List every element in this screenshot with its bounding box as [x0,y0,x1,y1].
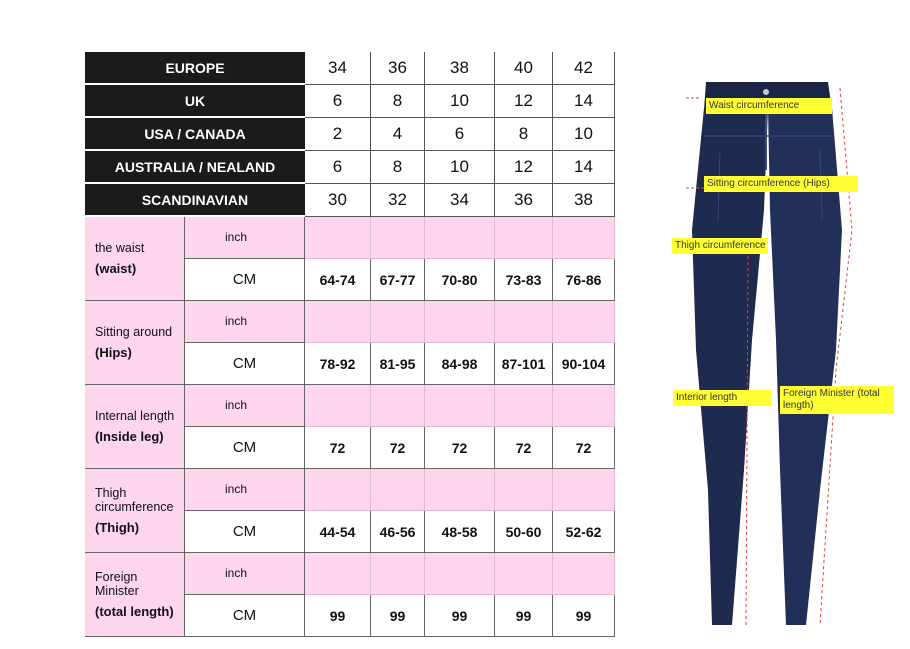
cm-value: 72 [425,427,495,469]
hips-label: Sitting circumference (Hips) [704,176,858,192]
cm-value: 72 [553,427,615,469]
cm-value: 70-80 [425,259,495,301]
cm-value: 90-104 [553,343,615,385]
size-value: 8 [371,85,425,118]
inch-value [305,217,371,259]
cm-unit: CM [185,427,305,469]
inch-value [495,385,553,427]
inch-value [371,469,425,511]
inch-unit: inch [185,217,305,259]
measurement-key: (Hips) [95,345,132,360]
size-value: 6 [305,151,371,184]
cm-value: 81-95 [371,343,425,385]
cm-value: 72 [495,427,553,469]
measurement-label [85,301,185,385]
cm-value: 44-54 [305,511,371,553]
inch-value [495,469,553,511]
size-value: 40 [495,52,553,85]
size-value: 34 [425,184,495,217]
cm-value: 64-74 [305,259,371,301]
measurement-key: (Thigh) [95,520,140,535]
cm-value: 99 [553,595,615,637]
cm-unit: CM [185,511,305,553]
inch-unit: inch [185,469,305,511]
measurement-name: Thigh circumference [95,486,174,514]
jeans-measurement-figure [660,70,900,630]
cm-value: 84-98 [425,343,495,385]
inch-value [553,385,615,427]
size-value: 8 [495,118,553,151]
region-label: EUROPE [85,52,305,85]
measurement-label [85,469,185,553]
inch-value [305,469,371,511]
measurement-key: (Inside leg) [95,429,164,444]
cm-value: 72 [305,427,371,469]
cm-value: 67-77 [371,259,425,301]
inch-value [305,553,371,595]
size-value: 4 [371,118,425,151]
inch-value [553,469,615,511]
size-value: 32 [371,184,425,217]
inch-value [425,217,495,259]
cm-value: 99 [371,595,425,637]
size-value: 6 [305,85,371,118]
inch-value [305,385,371,427]
size-value: 36 [495,184,553,217]
size-value: 42 [553,52,615,85]
inch-value [371,553,425,595]
inch-value [425,301,495,343]
cm-value: 72 [371,427,425,469]
size-chart-table [85,52,615,637]
size-value: 12 [495,151,553,184]
inch-value [371,385,425,427]
inch-value [371,217,425,259]
thigh-label: Thigh circumference [672,238,768,254]
measurement-name: Internal length [95,409,175,423]
inch-value [553,553,615,595]
size-value: 10 [425,85,495,118]
size-value: 38 [425,52,495,85]
cm-value: 46-56 [371,511,425,553]
total-length-label: Foreign Minister (total length) [780,386,894,414]
cm-value: 48-58 [425,511,495,553]
cm-value: 50-60 [495,511,553,553]
region-label: SCANDINAVIAN [85,184,305,217]
inch-value [495,301,553,343]
waist-label: Waist circumference [706,98,832,114]
inch-value [425,553,495,595]
size-value: 8 [371,151,425,184]
cm-value: 99 [305,595,371,637]
inch-value [425,385,495,427]
size-value: 12 [495,85,553,118]
cm-value: 99 [425,595,495,637]
size-value: 30 [305,184,371,217]
size-value: 6 [425,118,495,151]
inch-unit: inch [185,385,305,427]
measurement-key: (total length) [95,604,174,619]
cm-value: 52-62 [553,511,615,553]
cm-value: 78-92 [305,343,371,385]
size-value: 36 [371,52,425,85]
size-value: 38 [553,184,615,217]
region-label: UK [85,85,305,118]
measurement-key: (waist) [95,261,137,276]
inch-value [371,301,425,343]
region-label: AUSTRALIA / NEALAND [85,151,305,184]
cm-value: 87-101 [495,343,553,385]
size-value: 14 [553,85,615,118]
inch-value [553,301,615,343]
button [763,89,769,95]
size-value: 10 [553,118,615,151]
size-value: 10 [425,151,495,184]
inch-value [553,217,615,259]
size-value: 2 [305,118,371,151]
measurement-label [85,553,185,637]
cm-value: 73-83 [495,259,553,301]
inch-unit: inch [185,553,305,595]
cm-unit: CM [185,343,305,385]
measurement-name: the waist [95,241,145,255]
inch-unit: inch [185,301,305,343]
inch-value [425,469,495,511]
cm-unit: CM [185,595,305,637]
measurement-label [85,385,185,469]
cm-value: 76-86 [553,259,615,301]
inch-value [495,553,553,595]
size-value: 34 [305,52,371,85]
size-value: 14 [553,151,615,184]
jeans-illustration [660,70,900,630]
cm-unit: CM [185,259,305,301]
region-label: USA / CANADA [85,118,305,151]
measurement-name: Sitting around [95,325,173,339]
inch-value [495,217,553,259]
measurement-label [85,217,185,301]
inside-leg-label: Interior length [673,390,771,406]
cm-value: 99 [495,595,553,637]
inch-value [305,301,371,343]
measurement-name: Foreign Minister [95,570,139,598]
